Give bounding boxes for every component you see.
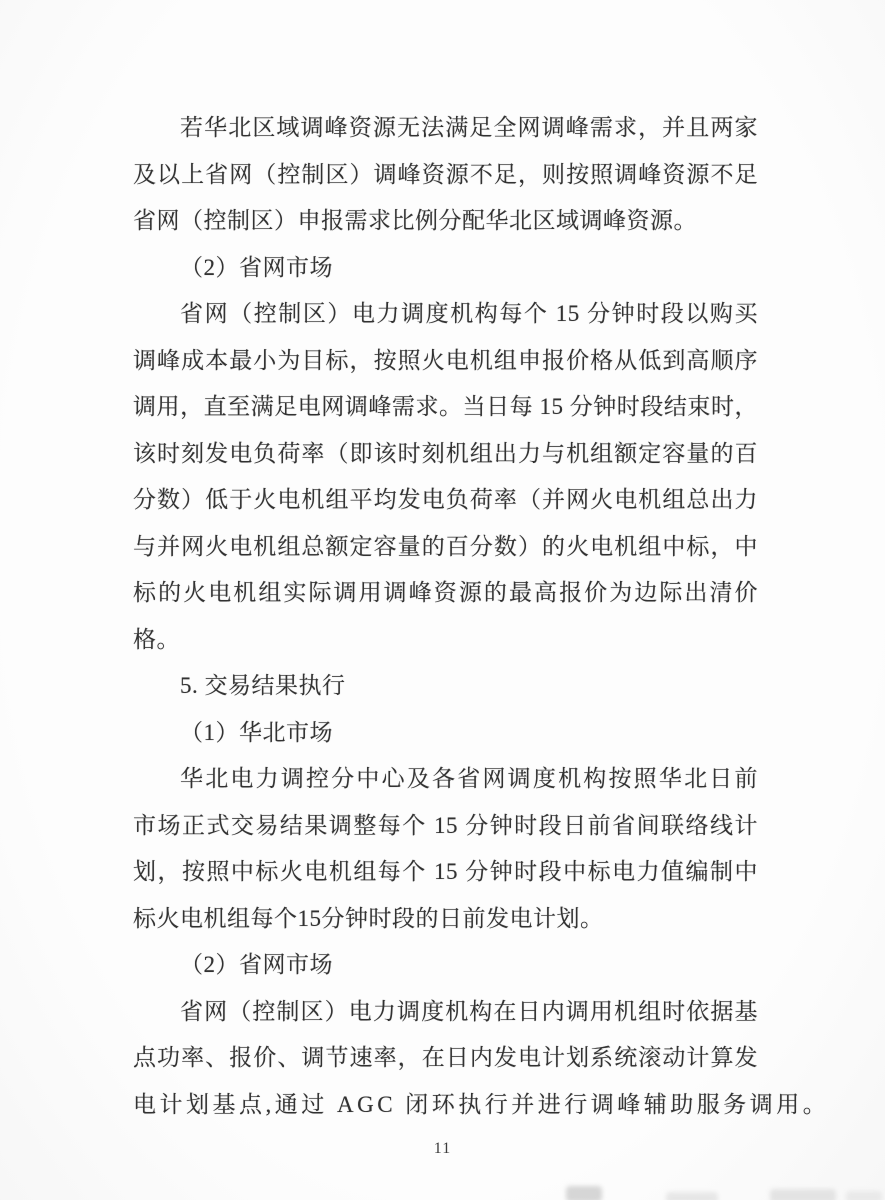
- watermark-smudge: [666, 1192, 718, 1200]
- text-line: 与并网火电机组总额定容量的百分数）的火电机组中标，中: [133, 533, 758, 559]
- text-line: 划，按照中标火电机组每个 15 分钟时段中标电力值编制中: [133, 859, 758, 884]
- text-line: 格。: [133, 626, 180, 652]
- text-line: 省网（控制区）电力调度机构每个 15 分钟时段以购买: [180, 301, 758, 326]
- text-line: 省网（控制区）申报需求比例分配华北区域调峰资源。: [133, 208, 697, 233]
- text-line: 分数）低于火电机组平均发电负荷率（并网火电机组总出力: [133, 487, 758, 512]
- page-number: 11: [433, 1140, 452, 1157]
- watermark-smudge: [846, 1191, 882, 1200]
- text-line: 调用，直至满足电网调峰需求。当日每 15 分钟时段结束时，: [133, 394, 758, 419]
- text-line: 标火电机组每个15分钟时段的日前发电计划。: [133, 905, 604, 931]
- text-line: 该时刻发电负荷率（即该时刻机组出力与机组额定容量的百: [133, 440, 758, 466]
- section-heading: （1）华北市场: [180, 719, 333, 745]
- text-line: 市场正式交易结果调整每个 15 分钟时段日前省间联络线计: [133, 812, 758, 838]
- text-line: 若华北区域调峰资源无法满足全网调峰需求，并且两家: [180, 115, 758, 140]
- section-heading: 5. 交易结果执行: [180, 673, 346, 698]
- text-line: 点功率、报价、调节速率，在日内发电计划系统滚动计算发: [133, 1045, 758, 1070]
- watermark-smudge: [566, 1186, 602, 1200]
- section-heading: （2）省网市场: [180, 254, 333, 280]
- watermark-smudge: [770, 1189, 836, 1200]
- text-line: 及以上省网（控制区）调峰资源不足，则按照调峰资源不足: [133, 161, 758, 187]
- text-line: 省网（控制区）电力调度机构在日内调用机组时依据基: [180, 998, 758, 1024]
- text-line: 华北电力调控分中心及各省网调度机构按照华北日前: [180, 766, 758, 791]
- text-line: 标的火电机组实际调用调峰资源的最高报价为边际出清价: [133, 580, 758, 605]
- document-body: [133, 105, 830, 1128]
- text-line: 调峰成本最小为目标，按照火电机组申报价格从低到高顺序: [133, 347, 758, 373]
- section-heading: （2）省网市场: [180, 952, 333, 977]
- text-line: 电计划基点,通过 AGC 闭环执行并进行调峰辅助服务调用。: [133, 1091, 830, 1117]
